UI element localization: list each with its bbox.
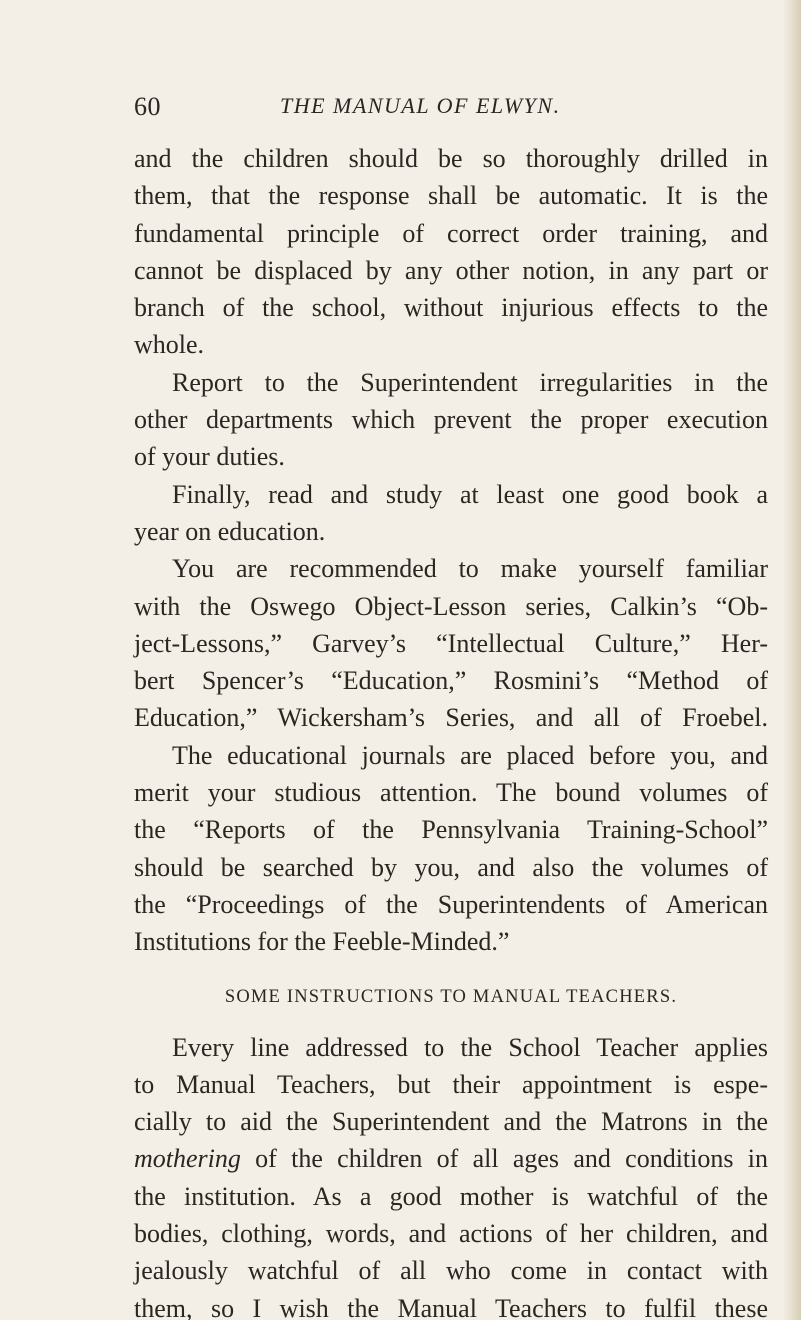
italic-word: mothering — [134, 1144, 241, 1174]
text-line-rest: of the children of all ages and conditions in — [240, 1144, 768, 1174]
text-line: Institutions for the Feeble-Minded.” — [134, 927, 510, 957]
section-heading: SOME INSTRUCTIONS TO MANUAL TEACHERS. — [224, 986, 678, 1007]
page-edge-shadow — [783, 0, 801, 1320]
text-line: the “Proceedings of the Superintendents of American — [134, 889, 768, 919]
text-line: the institution. As a good mother is watchful of the — [134, 1181, 768, 1211]
text-line: year on education. — [134, 516, 326, 546]
text-line: other departments which prevent the proper execution — [134, 405, 768, 435]
text-line: the “Reports of the Pennsylvania Training-School” — [134, 815, 768, 845]
text-line: The educational journals are placed before you, and — [172, 740, 768, 770]
text-line: bodies, clothing, words, and actions of her children, and — [134, 1219, 768, 1249]
text-line: merit your studious attention. The bound volumes of — [134, 778, 768, 808]
text-line: them, that the response shall be automatic. It is the — [134, 181, 768, 211]
text-line: Every line addressed to the School Teacher applies — [172, 1032, 768, 1062]
page-body — [134, 140, 768, 1320]
running-head: THE MANUAL OF ELWYN. — [280, 93, 561, 118]
text-line: bert Spencer’s “Education,” Rosmini’s “Method of — [134, 666, 768, 696]
text-line: fundamental principle of correct order training, and — [134, 218, 768, 248]
text-line: cannot be displaced by any other notion, in any part or — [134, 255, 768, 285]
text-line: them, so I wish the Manual Teachers to fulfil these — [134, 1293, 768, 1320]
text-line: Finally, read and study at least one good book a — [172, 479, 768, 509]
text-line: ject-Lessons,” Garvey’s “Intellectual Culture,” Her- — [134, 628, 768, 658]
text-line: You are recommended to make yourself familiar — [172, 554, 768, 584]
text-line: Education,” Wickersham’s Series, and all of Froebel. — [134, 703, 768, 733]
text-line: should be searched by you, and also the volumes of — [134, 852, 768, 882]
text-line: of your duties. — [134, 442, 285, 472]
text-line: jealously watchful of all who come in contact with — [134, 1256, 768, 1286]
text-line: branch of the school, without injurious effects to the — [134, 293, 768, 323]
text-line: cially to aid the Superintendent and the Matrons in the — [134, 1107, 768, 1137]
text-line: to Manual Teachers, but their appointment is espe- — [134, 1069, 768, 1099]
text-line: with the Oswego Object-Lesson series, Calkin’s “Ob- — [134, 591, 768, 621]
text-line: and the children should be so thoroughly drilled in — [134, 144, 768, 173]
page-number: 60 — [134, 92, 161, 121]
text-line: Report to the Superintendent irregularities in the — [172, 367, 768, 397]
text-line-mothering — [134, 1140, 768, 1177]
page-header — [134, 92, 694, 126]
text-line: whole. — [134, 330, 205, 360]
